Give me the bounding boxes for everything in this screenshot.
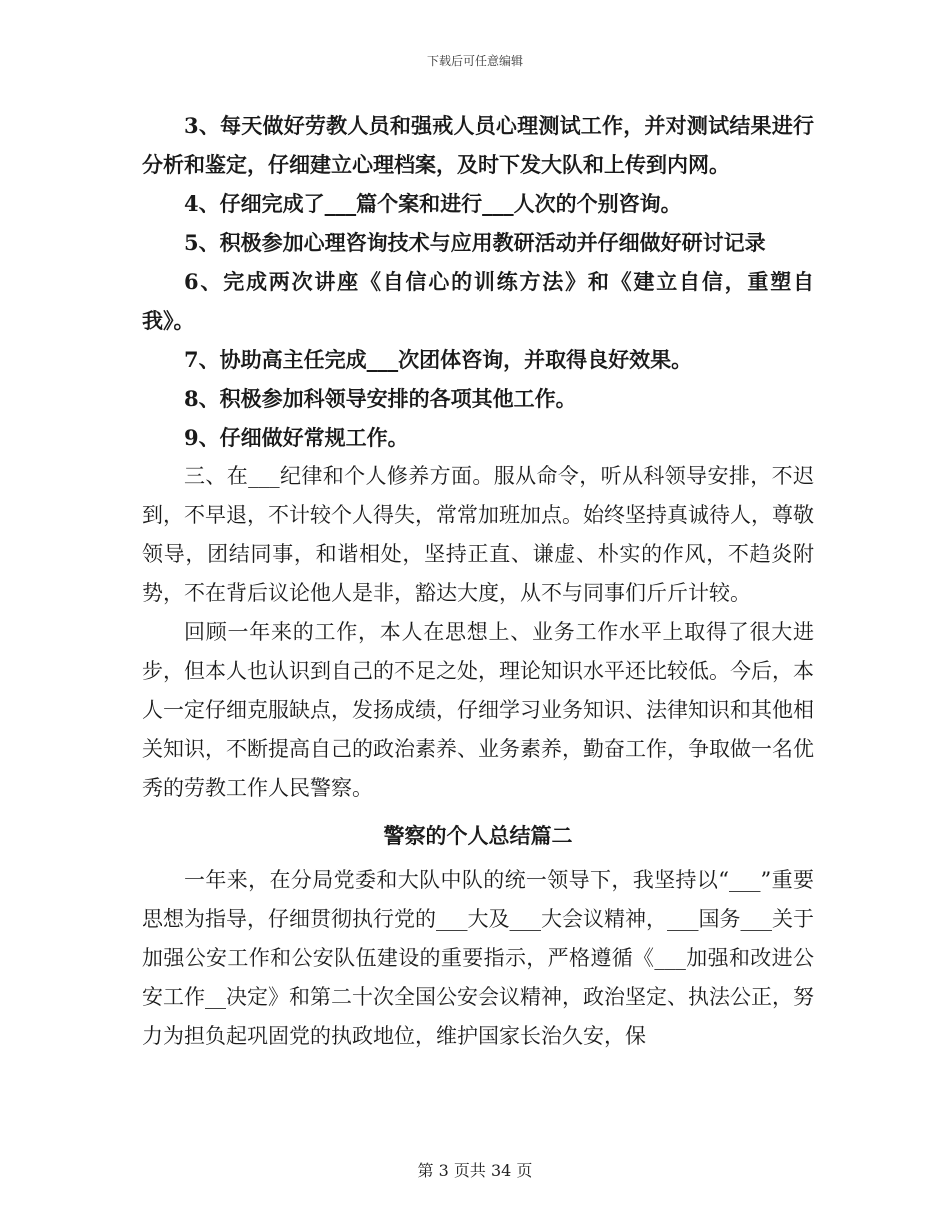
page-header-note: 下载后可任意编辑 [426,54,523,68]
list-item: 7、协助高主任完成___次团体咨询，并取得良好效果。 [184,347,693,372]
page-number: 第 3 页共 34 页 [417,1161,533,1180]
body-paragraph: 回顾一年来的工作，本人在思想上、业务工作水平上取得了很大进步，但本人也认识到自己的不足之处，理论知识水平还比较低。今后，本人一定仔细克服缺点，发扬成绩，仔细学习业务知识、法律知识和其他相关知识，不断提高自己的政治素养、业务素养，勤奋工作，争取做一名优秀的劳教工作人民警察。 [142,620,814,800]
body-paragraph: 一年来，在分局党委和大队中队的统一领导下，我坚持以“___”重要思想为指导，仔细贯彻执行党的___大及___大会议精神，___国务___关于加强公安工作和公安队伍建设的重要指示，严格遵循《___加强和改进公安工作__决定》和第二十次全国公安会议精神，政治坚定、执法公正，努力为担负起巩固党的执政地位，维护国家长治久安，保 [142,868,814,1048]
list-item: 3、每天做好劳教人员和强戒人员心理测试工作，并对测试结果进行分析和鉴定，仔细建立心理档案，及时下发大队和上传到内网。 [142,113,814,177]
document-body [142,106,814,1056]
list-item: 9、仔细做好常规工作。 [184,425,409,450]
list-item: 5、积极参加心理咨询技术与应用教研活动并仔细做好研讨记录 [184,230,766,255]
body-paragraph: 三、在___纪律和个人修养方面。服从命令，听从科领导安排，不迟到，不早退，不计较个人得失，常常加班加点。始终坚持真诚待人，尊敬领导，团结同事，和谐相处，坚持正直、谦虚、朴实的作风，不趋炎附势，不在背后议论他人是非，豁达大度，从不与同事们斤斤计较。 [142,464,814,605]
list-item: 8、积极参加科领导安排的各项其他工作。 [184,386,577,411]
section-title: 警察的个人总结篇二 [383,823,573,848]
list-item: 4、仔细完成了___篇个案和进行___人次的个别咨询。 [184,191,682,216]
list-item: 6、完成两次讲座《自信心的训练方法》和《建立自信，重塑自我》。 [142,269,814,333]
